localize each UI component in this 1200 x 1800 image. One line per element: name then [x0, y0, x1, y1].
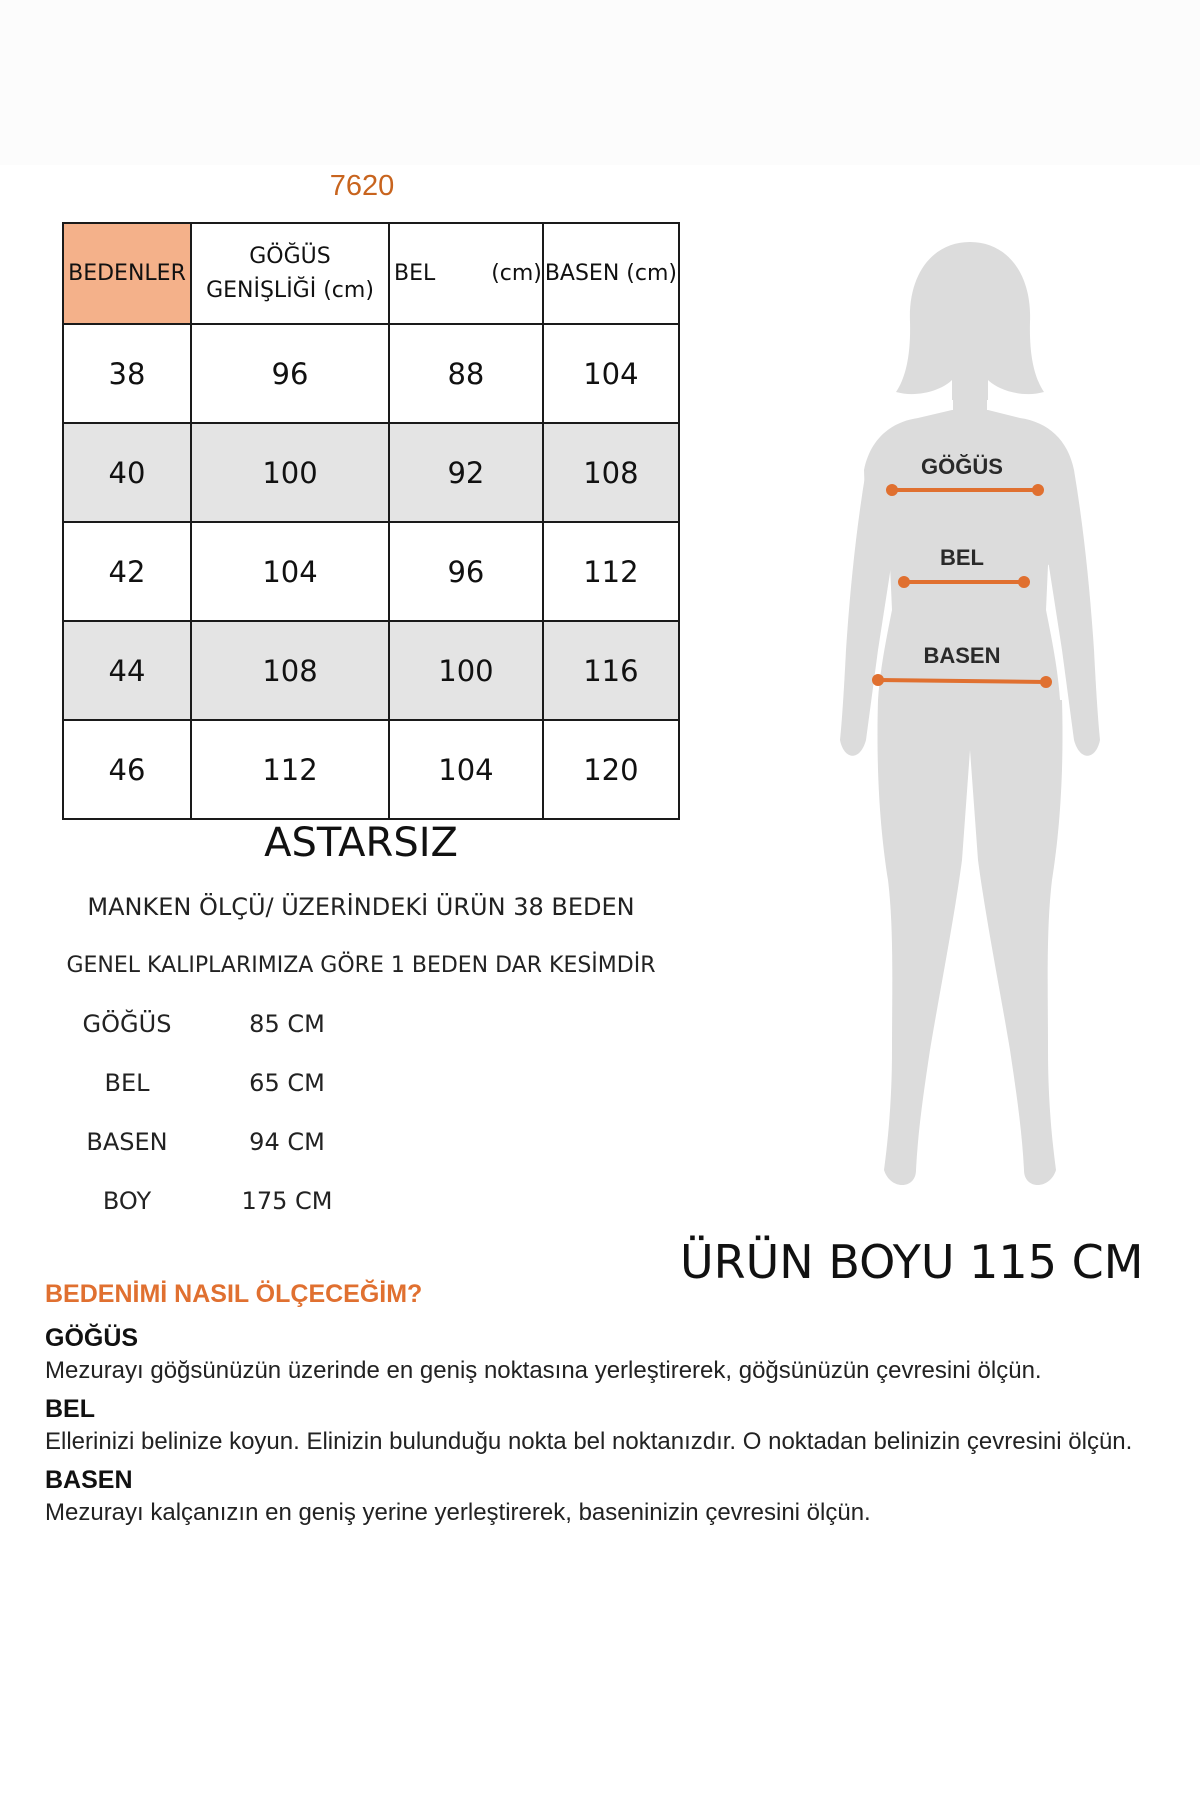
product-code: 7620	[329, 170, 395, 202]
hip-cell: 120	[543, 720, 679, 819]
measurement-label: BEL	[104, 1069, 150, 1097]
measurement-value: 175 CM	[241, 1187, 333, 1215]
list-item	[62, 1006, 382, 1065]
table-row	[63, 522, 679, 621]
figure-label-hip: BASEN	[923, 643, 1001, 668]
waist-cell: 104	[389, 720, 543, 819]
list-item	[62, 1124, 382, 1183]
hip-cell: 104	[543, 324, 679, 423]
hip-measure-line	[878, 680, 1046, 682]
chest-cell: 100	[191, 423, 389, 522]
fit-note: GENEL KALIPLARIMIZA GÖRE 1 BEDEN DAR KESİMDİR	[66, 953, 656, 978]
measurement-label: BASEN	[86, 1128, 168, 1156]
section-heading-waist: BEL	[45, 1395, 95, 1423]
waist-cell: 96	[389, 522, 543, 621]
section-heading-chest: GÖĞÜS	[45, 1324, 139, 1352]
mannequin-note: MANKEN ÖLÇÜ/ ÜZERİNDEKİ ÜRÜN 38 BEDEN	[87, 893, 635, 921]
how-to-measure-title: BEDENİMİ NASIL ÖLÇECEĞİM?	[45, 1280, 423, 1308]
figure-label-waist: BEL	[940, 545, 984, 570]
hip-cell: 112	[543, 522, 679, 621]
header-sizes: BEDENLER	[63, 223, 191, 324]
list-item	[62, 1183, 382, 1242]
product-length: ÜRÜN BOYU 115 CM	[680, 1235, 1144, 1289]
waist-measure-dot	[900, 578, 908, 586]
chest-measure-dot	[888, 486, 896, 494]
how-to-measure-section	[45, 1280, 1165, 1534]
list-item	[62, 1065, 382, 1124]
measurement-label: GÖĞÜS	[82, 1010, 172, 1038]
section-heading-hip: BASEN	[45, 1466, 133, 1494]
hip-measure-dot	[874, 676, 882, 684]
table-row	[63, 720, 679, 819]
hip-measure-dot	[1042, 678, 1050, 686]
section-text-waist: Ellerinizi belinize koyun. Elinizin bulunduğu nokta bel noktanızdır. O noktadan belinizin çevresini ölçün.	[45, 1428, 1133, 1455]
table-row	[63, 423, 679, 522]
waist-cell: 92	[389, 423, 543, 522]
lining-label: ASTARSIZ	[264, 820, 458, 866]
mannequin-measurements	[62, 1006, 382, 1242]
size-cell: 46	[63, 720, 191, 819]
header-waist: BEL (cm)	[389, 223, 543, 324]
body-silhouette-figure	[820, 230, 1120, 1190]
measurement-label: BOY	[102, 1187, 152, 1215]
table-row	[63, 324, 679, 423]
size-table	[62, 222, 680, 820]
size-cell: 42	[63, 522, 191, 621]
waist-cell: 88	[389, 324, 543, 423]
measurement-value: 94 CM	[249, 1128, 325, 1156]
chest-cell: 108	[191, 621, 389, 720]
top-band	[0, 0, 1200, 165]
size-cell: 44	[63, 621, 191, 720]
chest-cell: 112	[191, 720, 389, 819]
size-table-header-row	[63, 223, 679, 324]
chest-measure-dot	[1034, 486, 1042, 494]
waist-cell: 100	[389, 621, 543, 720]
silhouette-shape	[840, 242, 1100, 1185]
hip-cell: 108	[543, 423, 679, 522]
measurement-value: 85 CM	[249, 1010, 325, 1038]
waist-measure-dot	[1020, 578, 1028, 586]
size-cell: 40	[63, 423, 191, 522]
figure-label-chest: GÖĞÜS	[921, 454, 1003, 479]
section-text-chest: Mezurayı göğsünüzün üzerinde en geniş noktasına yerleştirerek, göğsünüzün çevresini ölçün.	[45, 1357, 1042, 1384]
chest-cell: 104	[191, 522, 389, 621]
chest-cell: 96	[191, 324, 389, 423]
header-hip: BASEN (cm)	[543, 223, 679, 324]
section-text-hip: Mezurayı kalçanızın en geniş yerine yerleştirerek, baseninizin çevresini ölçün.	[45, 1499, 871, 1526]
size-cell: 38	[63, 324, 191, 423]
header-chest: GÖĞÜS GENİŞLİĞİ (cm)	[191, 223, 389, 324]
table-row	[63, 621, 679, 720]
hip-cell: 116	[543, 621, 679, 720]
measurement-value: 65 CM	[249, 1069, 325, 1097]
